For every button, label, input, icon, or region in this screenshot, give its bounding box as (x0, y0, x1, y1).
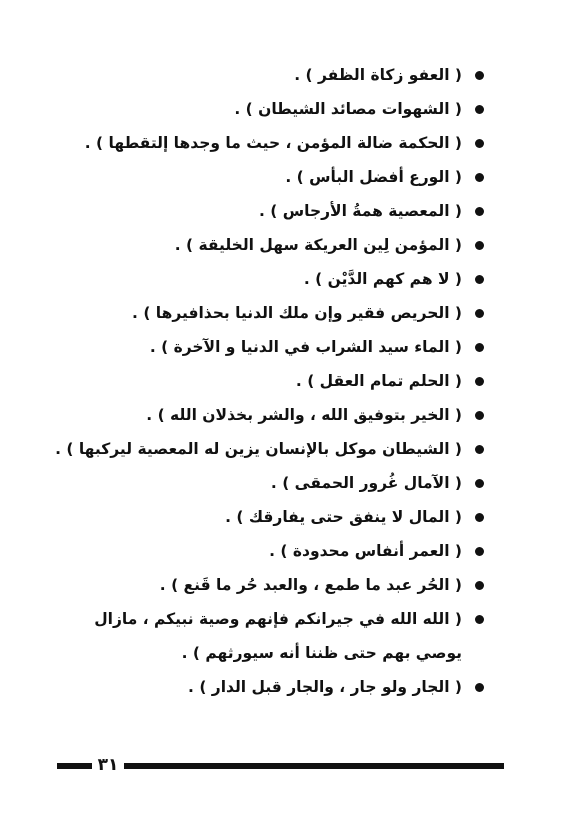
proverb-text: ( الآمال غُرور الحمقى ) . (270, 474, 462, 492)
footer-rule-left (57, 763, 92, 769)
proverb-text: ( لا هم كهم الدَّيْن ) . (303, 270, 462, 288)
list-item (44, 296, 484, 330)
bullet-icon (475, 139, 484, 148)
proverb-text: ( الخير بتوفيق الله ، والشر بخذلان الله ) . (146, 406, 462, 424)
proverb-text: ( المال لا ينفق حتى يفارقك ) . (225, 508, 462, 526)
bullet-icon (475, 343, 484, 352)
bullet-icon (475, 105, 484, 114)
bullet-icon (475, 615, 484, 624)
proverb-text: ( الحكمة ضالة المؤمن ، حيث ما وجدها إلتقطها ) . (84, 134, 462, 152)
list-item (44, 58, 484, 92)
proverb-text: ( الحُر عبد ما طمع ، والعبد حُر ما قَنع ) . (159, 576, 462, 594)
proverb-text: ( الشيطان موكل بالإنسان يزين له المعصية ليركبها ) . (55, 440, 462, 458)
proverb-text: ( المعصية همةُ الأرجاس ) . (258, 202, 462, 220)
list-item (44, 398, 484, 432)
bullet-icon (475, 683, 484, 692)
bullet-icon (475, 547, 484, 556)
list-item (44, 534, 484, 568)
proverb-text: ( العمر أنفاس محدودة ) . (269, 542, 462, 560)
bullet-icon (475, 309, 484, 318)
list-item (44, 466, 484, 500)
page-number: ٣١ (97, 755, 119, 775)
bullet-icon (475, 445, 484, 454)
bullet-icon (475, 513, 484, 522)
list-item (44, 228, 484, 262)
bullet-icon (475, 275, 484, 284)
proverb-text: ( الماء سيد الشراب في الدنيا و الآخرة ) . (149, 338, 462, 356)
bullet-icon (475, 173, 484, 182)
proverb-text: ( الحريص فقير وإن ملك الدنيا بحذافيرها ) . (132, 304, 462, 322)
list-item (44, 670, 484, 704)
list-item (44, 330, 484, 364)
bullet-icon (475, 411, 484, 420)
proverb-text: ( المؤمن لِين العريكة سهل الخليقة ) . (174, 236, 462, 254)
proverb-list (44, 58, 484, 704)
list-item (44, 568, 484, 602)
proverb-text: ( الحلم تمام العقل ) . (295, 372, 462, 390)
list-item (44, 262, 484, 296)
proverb-text: ( العفو زكاة الظفر ) . (294, 66, 462, 84)
proverb-text: ( الله الله في جيرانكم فإنهم وصية نبيكم ، مازال يوصي بهم حتى ظننا أنه سيورثهم ) . (94, 610, 462, 662)
list-item (44, 364, 484, 398)
list-item (44, 194, 484, 228)
bullet-icon (475, 377, 484, 386)
proverb-text: ( الجار ولو جار ، والجار قبل الدار ) . (188, 678, 462, 696)
bullet-icon (475, 241, 484, 250)
bullet-icon (475, 479, 484, 488)
proverb-text: ( الورع أفضل البأس ) . (285, 168, 462, 186)
list-item (44, 432, 484, 466)
list-item (44, 602, 484, 670)
list-item (44, 126, 484, 160)
bullet-icon (475, 207, 484, 216)
list-item (44, 160, 484, 194)
list-item (44, 500, 484, 534)
list-item (44, 92, 484, 126)
bullet-icon (475, 581, 484, 590)
footer-rule-right (124, 763, 504, 769)
proverb-text: ( الشهوات مصائد الشيطان ) . (234, 100, 462, 118)
bullet-icon (475, 71, 484, 80)
